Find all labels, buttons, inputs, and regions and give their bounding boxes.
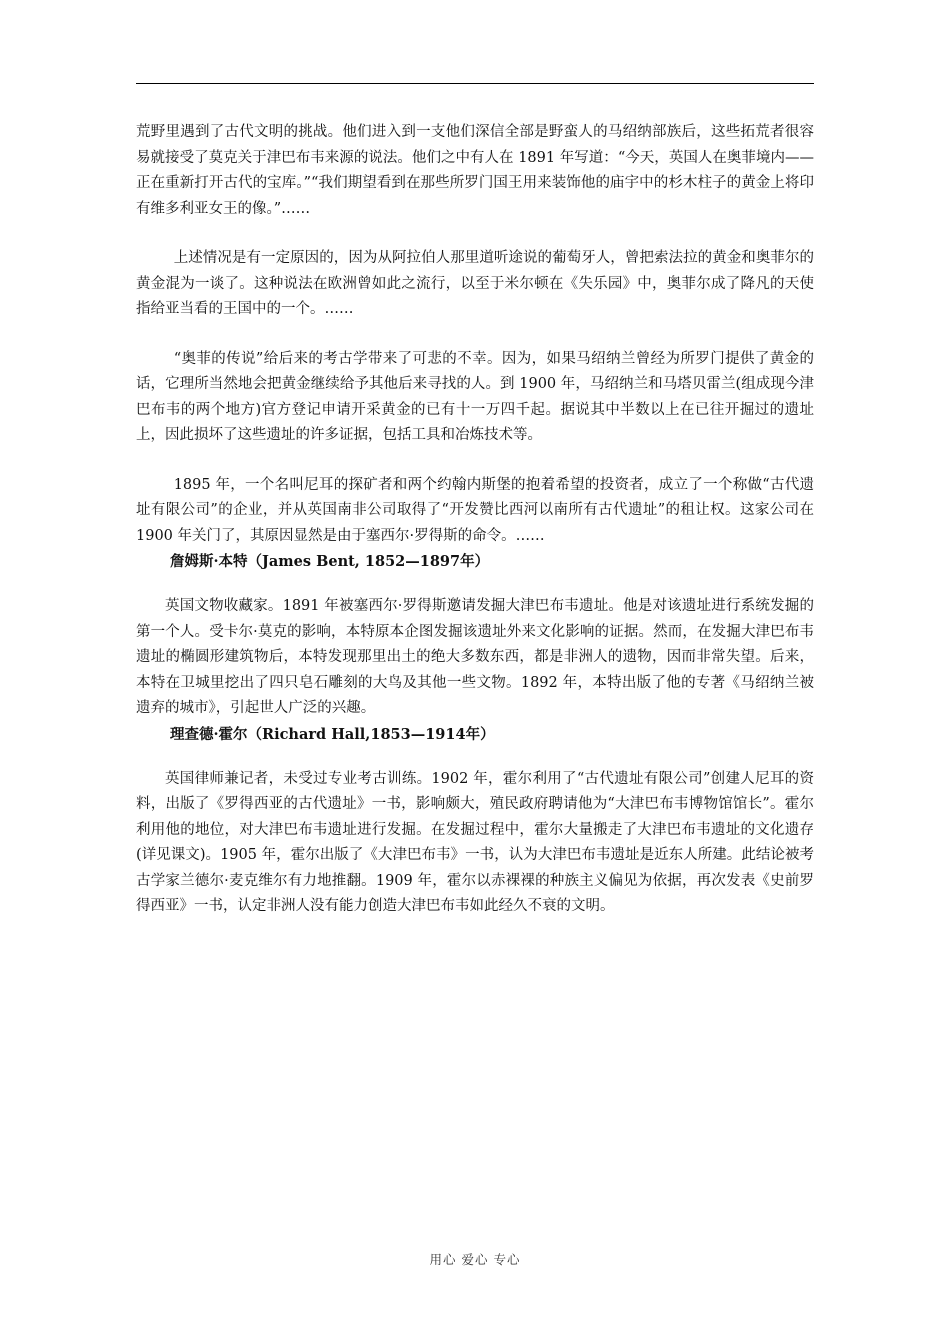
document-body (136, 120, 814, 920)
section-body-james-bent: 英国文物收藏家。1891 年被塞西尔·罗得斯邀请发掘大津巴布韦遗址。他是对该遗址进行系统发掘的第一个人。受卡尔·莫克的影响，本特原本企图发掘该遗址外来文化影响的证据。然而，在发掘大津巴布韦遗址的椭圆形建筑物后，本特发现那里出土的绝大多数东西，都是非洲人的遗物，因而非常失望。后来，本特在卫城里挖出了四只皂石雕刻的大鸟及其他一些文物。1892 年，本特出版了他的专著《马绍纳兰被遗弃的城市》，引起世人广泛的兴趣。 (136, 598, 814, 716)
paragraph-continuation: 荒野里遇到了古代文明的挑战。他们进入到一支他们深信全部是野蛮人的马绍纳部族后，这些拓荒者很容易就接受了莫克关于津巴布韦来源的说法。他们之中有人在 1891 年写道：“今天，英国人在奥菲境内——正在重新打开古代的宝库。”“我们期望看到在那些所罗门国王用来装饰他的庙宇中的杉木柱子的黄金上将印有维多利亚女王的像。”…… (136, 124, 814, 217)
header-rule (136, 83, 814, 84)
section-heading-richard-hall: 理查德·霍尔（Richard Hall,1853—1914年） (170, 725, 495, 743)
page-footer: 用心 爱心 专心 (429, 1252, 521, 1267)
paragraph-ancient-ruins-company: 1895 年，一个名叫尼耳的探矿者和两个约翰内斯堡的抱着希望的投资者，成立了一个称做“古代遗址有限公司”的企业，并从英国南非公司取得了“开发赞比西河以南所有古代遗址”的租让权。这家公司在 1900 年关门了，其原因显然是由于塞西尔·罗得斯的命令。…… (136, 476, 814, 544)
paragraph-ophir-gold: 上述情况是有一定原因的，因为从阿拉伯人那里道听途说的葡萄牙人，曾把索法拉的黄金和奥菲尔的黄金混为一谈了。这种说法在欧洲曾如此之流行，以至于米尔顿在《失乐园》中，奥菲尔成了降凡的天使指给亚当看的王国中的一个。…… (136, 250, 814, 317)
paragraph-ophir-legend: “奥菲的传说”给后来的考古学带来了可悲的不幸。因为，如果马绍纳兰曾经为所罗门提供了黄金的话，它理所当然地会把黄金继续给予其他后来寻找的人。到 1900 年，马绍纳兰和马塔贝雷兰(组成现今津巴布韦的两个地方)官方登记申请开采黄金的已有十一万四千起。据说其中半数以上在已往开掘过的遗址上，因此损坏了这些遗址的许多证据，包括工具和冶炼技术等。 (136, 350, 814, 443)
section-heading-james-bent: 詹姆斯·本特（James Bent, 1852—1897年） (170, 553, 490, 570)
section-body-richard-hall: 英国律师兼记者，未受过专业考古训练。1902 年，霍尔利用了“古代遗址有限公司”创建人尼耳的资料，出版了《罗得西亚的古代遗址》一书，影响颇大，殖民政府聘请他为“大津巴布韦博物馆馆长”。霍尔利用他的地位，对大津巴布韦遗址进行发掘。在发掘过程中，霍尔大量搬走了大津巴布韦遗址的文化遗存(详见课文)。1905 年，霍尔出版了《大津巴布韦》一书，认为大津巴布韦遗址是近东人所建。此结论被考古学家兰德尔·麦克维尔有力地推翻。1909 年，霍尔以赤裸裸的种族主义偏见为依据，再次发表《史前罗得西亚》一书，认定非洲人没有能力创造大津巴布韦如此经久不衰的文明。 (136, 770, 814, 914)
